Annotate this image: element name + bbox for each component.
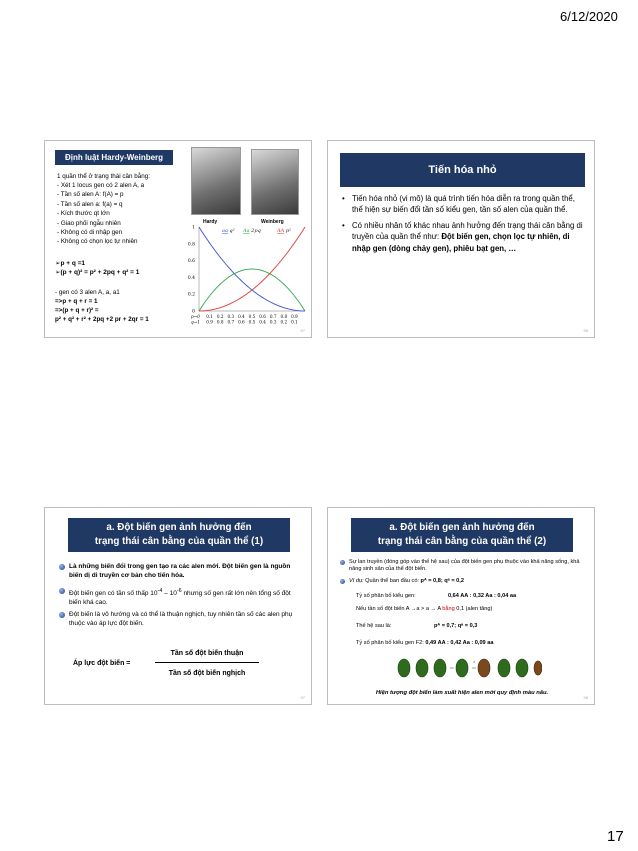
three-allele-line: p² + q² + r² + 2pq +2 pr + 2qr = 1 <box>55 316 149 323</box>
y-tick-label: 0 <box>192 309 195 315</box>
x-tick-label-p: 0.7 <box>269 314 277 319</box>
legend-label: AA p² <box>277 228 292 234</box>
y-tick-label: 0.4 <box>187 275 195 281</box>
x-tick-label-q: 0.1 <box>291 319 298 325</box>
equations-list <box>55 259 139 277</box>
row-label: Thế hệ sau là: <box>356 623 392 629</box>
bullet-item <box>59 563 304 580</box>
bullet-text: – 10 <box>162 590 177 598</box>
fraction-bar <box>155 662 259 663</box>
legend-label: aa q² <box>222 228 235 234</box>
slide-title <box>68 518 290 552</box>
x-tick-label-p: 0.3 <box>227 314 235 319</box>
page-number: 17 <box>607 828 624 845</box>
intro-text: 1 quần thể ở trạng thái cân bằng: <box>57 173 151 180</box>
bullet-item <box>340 559 588 573</box>
list-item: - Giao phối ngẫu nhiên <box>57 219 144 228</box>
slide-number: 97 <box>300 328 305 333</box>
slide-title: Định luật Hardy-Weinberg <box>55 150 173 165</box>
row-values: pᴬ = 0,7; qᵃ = 0,3 <box>434 623 478 629</box>
bullet-text: nhưng số gen rất lớn nên tổng số đột biến khá cao. <box>69 590 291 606</box>
slide-mutation-1 <box>44 507 312 705</box>
bullet-text: Đột biến là vô hướng và có thể là thuận nghịch, tuy nhiên tần số các alen phụ thuộc vào áp lực đột biến. <box>69 611 293 627</box>
x-tick-label-q: 0.4 <box>259 319 266 325</box>
slide-hardy-weinberg <box>44 140 312 338</box>
list-item: - Tần số alen a: f(a) = q <box>57 200 144 209</box>
x-tick-label-p: 0.9 <box>291 314 298 319</box>
x-tick-label-p: 0.8 <box>280 314 288 319</box>
y-tick-label: 0.8 <box>187 242 195 248</box>
beetle-illustration <box>392 652 542 684</box>
title-line: trạng thái cân bằng của quần thể (2) <box>377 536 547 547</box>
row-label: Tỷ số phân bố kiểu gen: <box>356 593 416 599</box>
x-tick-label-q: 0.2 <box>280 319 288 325</box>
equation-item: ➢ p + q =1 <box>55 259 139 268</box>
list-item: - Không có di nhập gen <box>57 228 144 237</box>
x-tick-label-q: 0.8 <box>216 319 224 325</box>
bullet-text: Đột biến gen có tần số thấp 10 <box>69 590 158 598</box>
bullet-bold-text: Đột biến gen, chọn lọc tự nhiên, di nhập gen (dòng chảy gen), phiêu bạt gen, … <box>352 232 570 253</box>
three-allele-line: - gen có 3 alen A, a, a1 <box>55 289 120 296</box>
bullet-text: Quần thể ban đầu có: <box>363 578 421 584</box>
bullet-text: Có nhiều nhân tố khác nhau ảnh hưởng đến trạng thái cân bằng di truyền của quần thể như: <box>352 220 583 242</box>
formula-denominator: Tần số đột biến nghịch <box>168 670 246 677</box>
formula-lhs: Áp lực đột biến = <box>73 660 131 667</box>
x-tick-label-q: 0.9 <box>206 319 213 325</box>
bullet-dot-icon <box>340 579 345 584</box>
hardy-portrait <box>191 147 241 215</box>
slide-number: 98 <box>583 695 588 700</box>
conditions-list <box>57 181 144 247</box>
three-allele-line: =>(p + q + r)² = <box>55 307 99 314</box>
weinberg-portrait <box>251 149 299 215</box>
y-tick-label: 0.2 <box>187 292 195 298</box>
example-label: Ví dụ: <box>349 578 364 584</box>
x-row-label-p: p→0 <box>191 314 200 319</box>
row-text: Nếu tần số đột biến A →a > a → A <box>356 606 443 612</box>
slide-title: Tiến hóa nhỏ <box>340 153 585 187</box>
slide-title <box>351 518 573 552</box>
row-values: 0,49 AA : 0,42 Aa : 0,09 aa <box>425 640 494 646</box>
bullet-item <box>59 587 304 607</box>
superscript: -6 <box>176 588 182 594</box>
slide-number: 97 <box>300 695 305 700</box>
legend-label: Aa 2pq <box>243 228 261 234</box>
list-item: - Kích thước qt lớn <box>57 209 144 218</box>
bullet-dot-icon <box>59 564 65 570</box>
x-tick-label-q: 0.3 <box>269 319 277 325</box>
weinberg-label: Weinberg <box>261 219 284 225</box>
x-tick-label-q: 0.6 <box>238 319 245 325</box>
x-tick-label-p: 0.5 <box>248 314 256 319</box>
list-item: - Tần số alen A: f(A) = p <box>57 190 144 199</box>
page-date: 6/12/2020 <box>560 9 618 24</box>
row-red-text: bằng <box>442 606 455 612</box>
y-tick-label: 0.6 <box>187 259 195 265</box>
example-values: pᴬ = 0,8; qᵃ = 0,2 <box>420 578 464 584</box>
bullet-dot-icon <box>340 560 345 565</box>
title-line: trạng thái cân bằng của quần thể (1) <box>94 536 264 547</box>
svg-text:×: × <box>473 659 476 664</box>
x-row-label-q: q→1 <box>191 319 200 325</box>
y-tick-label: 1 <box>192 225 195 231</box>
x-tick-label-p: 0.4 <box>238 314 245 319</box>
x-tick-label-p: 0.1 <box>206 314 213 319</box>
row-values: 0,64 AA : 0,32 Aa : 0,04 aa <box>448 593 517 599</box>
equation-item: ➢ (p + q)² = p² + 2pq + q² = 1 <box>55 268 139 277</box>
formula-numerator: Tần số đột biến thuận <box>170 650 244 657</box>
slide-tien-hoa-nho <box>327 140 595 338</box>
bullet-item <box>340 578 588 585</box>
bullet-list <box>342 193 584 258</box>
title-line: a. Đột biến gen ảnh hưởng đến <box>389 522 535 533</box>
hardy-label: Hardy <box>203 219 218 225</box>
row-label: Tỷ số phân bố kiểu gen F2: <box>356 640 426 646</box>
slide-number: 98 <box>583 328 588 333</box>
list-item: • Tiến hóa nhỏ (vi mô) là quá trình tiến hóa diễn ra trong quần thể, thể hiện sự biến đổi tần số kiểu gen, tần số alen của quần thể. <box>342 193 584 216</box>
f2-row <box>356 640 493 647</box>
title-line: a. Đột biến gen ảnh hưởng đến <box>106 522 252 533</box>
row-text: 0,1 (alen tăng) <box>454 606 493 612</box>
hardy-weinberg-chart <box>177 219 311 331</box>
three-allele-line: =>p + q + r = 1 <box>55 298 98 305</box>
bullet-dot-icon <box>59 612 65 618</box>
x-tick-label-p: 0.6 <box>259 314 266 319</box>
list-item: - Xét 1 locus gen có 2 alen A, a <box>57 181 144 190</box>
x-tick-label-q: 0.5 <box>248 319 256 325</box>
x-tick-label-q: 0.7 <box>227 319 235 325</box>
three-allele-block <box>55 288 149 324</box>
figure-caption: Hiện tượng đột biến làm xuất hiện alen mới quy định màu nâu. <box>375 690 549 696</box>
genotype-row <box>356 593 517 600</box>
x-tick-label-p: 0.2 <box>216 314 224 319</box>
list-item: - Không có chọn lọc tự nhiên <box>57 237 144 246</box>
slide-mutation-2 <box>327 507 595 705</box>
bullet-text: Là những biến đổi trong gen tạo ra các alen mới. Đột biến gen là nguồn biến dị di truyền cơ bản cho tiến hóa. <box>69 563 291 579</box>
mutation-row <box>356 606 492 613</box>
bullet-item <box>59 611 304 628</box>
list-item <box>342 220 584 254</box>
bullet-text: Sự lan truyền (đóng góp vào thế hệ sau) của đột biến gen phụ thuộc vào khả năng sống, khả năng sinh sản của thể đột biến. <box>349 559 580 572</box>
next-generation-row <box>356 623 478 630</box>
superscript: -4 <box>157 588 163 594</box>
bullet-dot-icon <box>59 588 65 594</box>
